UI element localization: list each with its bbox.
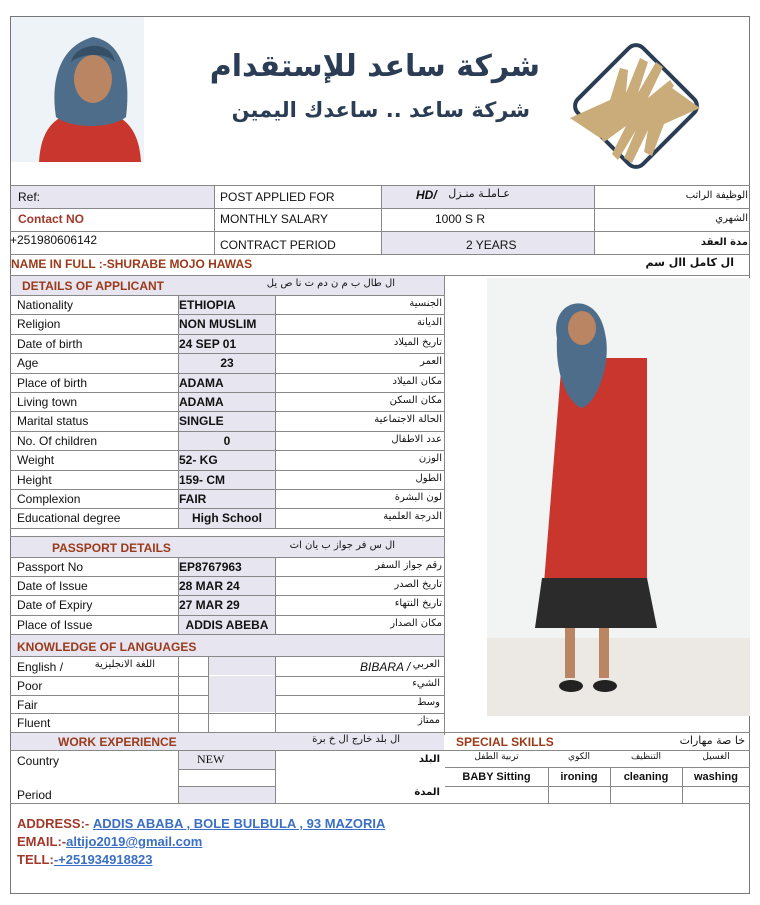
applicant-row-label: Living town [17, 395, 78, 409]
applicant-row-value: ETHIOPIA [179, 298, 236, 312]
english-label: English / [17, 660, 64, 674]
skills-section-title: SPECIAL SKILLS [456, 735, 554, 749]
full-name-label-ar: ال كامل اال سم [645, 256, 734, 269]
applicant-row-label: Place of birth [17, 375, 88, 390]
ref-label: Ref: [18, 190, 41, 204]
lang-cell-bg [209, 676, 275, 694]
applicant-row-label-ar: العمر [420, 356, 442, 368]
applicant-row-label-ar: الوزن [418, 453, 442, 465]
applicant-row-value: 159- CM [179, 472, 226, 487]
passport-row-label: Passport No [17, 560, 84, 574]
applicant-row-label-ar: مكان السكن [389, 395, 442, 406]
col-divider [610, 767, 611, 803]
lang-level-label-ar: وسط [417, 696, 440, 708]
skill-label-ar: الغسيل [702, 752, 730, 762]
period-label: Period [17, 788, 52, 802]
applicant-row-label: Nationality [17, 298, 74, 312]
applicant-row-value: 23 [220, 356, 234, 371]
post-applied-label: POST APPLIED FOR [220, 190, 335, 204]
applicant-row-value: ADAMA [179, 395, 224, 409]
skill-label: washing [693, 771, 738, 783]
tel-label: TELL: [17, 852, 54, 867]
passport-row-label-ar: رقم جواز السفر [375, 560, 442, 571]
col-divider [178, 295, 179, 528]
lang-level-label-ar: ممتاز [417, 715, 440, 726]
full-name: NAME IN FULL :-SHURABE MOJO HAWAS [11, 257, 253, 271]
work-section-title: WORK EXPERIENCE [58, 735, 177, 749]
applicant-row-label-ar: عدد الاطفال [391, 433, 442, 445]
applicant-row-label-ar: الجنسية [409, 298, 442, 309]
applicant-row-label-ar: لون البشرة [394, 492, 442, 503]
passport-row-label-ar: مكان الصدار [390, 617, 442, 629]
lang-level-label-ar: الشيء [412, 678, 440, 689]
email-line [17, 835, 202, 848]
english-label-ar: اللغة الانجليزية [94, 659, 155, 670]
passport-row-label: Place of Issue [17, 617, 93, 632]
skill-label-ar: الكوي [568, 752, 590, 762]
portrait-photo [11, 17, 144, 162]
applicant-row-label: Educational degree [17, 511, 121, 526]
arabic-label: BIBARA / [360, 660, 411, 674]
passport-row-value: EP8767963 [179, 560, 242, 574]
passport-row-label: Date of Issue [17, 579, 88, 594]
applicant-row-value: 24 SEP 01 [179, 336, 237, 351]
skill-label: cleaning [623, 771, 669, 783]
country-label-ar: البلد [418, 754, 440, 765]
country-label: Country [17, 754, 60, 768]
monthly-salary-label: MONTHLY SALARY [220, 212, 329, 226]
skill-label: ironing [560, 771, 598, 783]
contract-value: 2 YEARS [466, 238, 517, 252]
skill-label: BABY Sitting [462, 771, 531, 783]
applicant-row-label: Religion [17, 317, 61, 332]
col-divider [548, 767, 549, 803]
applicant-row-label-ar: الديانة [416, 317, 442, 329]
applicant-section-title: DETAILS OF APPLICANT [22, 279, 164, 293]
applicant-row-label: Weight [17, 453, 55, 468]
post-label-ar: الوظيفة الراتب [685, 190, 748, 201]
email-value[interactable]: altijo2019@gmail.com [66, 834, 203, 849]
address-line [17, 817, 385, 830]
post-value-ar: عـاملـة منـزل [448, 187, 510, 200]
salary-value: 1000 S R [435, 212, 486, 226]
applicant-row-value: ADAMA [179, 375, 224, 390]
lang-cell-bg [209, 694, 275, 712]
applicant-row-label: Marital status [17, 414, 89, 429]
applicant-row-value: NON MUSLIM [179, 317, 257, 332]
lang-level-label: Fluent [17, 716, 51, 730]
email-label: EMAIL:- [17, 834, 67, 849]
applicant-row-label-ar: الدرجة العلمية [383, 511, 442, 523]
row-divider [10, 528, 445, 529]
hands-logo-icon [560, 38, 710, 173]
applicant-section-title-ar: ال طال ب م ن دم ت نا ص يل [266, 278, 395, 289]
contact-label: Contact NO [18, 212, 84, 226]
languages-section-title: KNOWLEDGE OF LANGUAGES [17, 640, 197, 654]
country-value: NEW [197, 752, 225, 766]
col-divider [275, 557, 276, 634]
applicant-row-label-ar: تاريخ الميلاد [393, 336, 442, 348]
address-label: ADDRESS:- [17, 816, 90, 831]
applicant-row-label: Height [17, 472, 52, 487]
applicant-row-label-ar: الحالة الاجتماعية [374, 414, 442, 426]
lang-level-label: Fair [17, 697, 38, 712]
tel-line [17, 853, 153, 866]
applicant-row-label: No. Of children [17, 433, 98, 448]
salary-label-ar: الشهري [715, 213, 748, 224]
arabic-label-ar: العربي [412, 659, 440, 670]
applicant-row-label: Date of birth [17, 336, 83, 351]
passport-row-value: 27 MAR 29 [179, 598, 240, 613]
applicant-row-value: SINGLE [179, 414, 224, 429]
tel-value: -+251934918823 [53, 852, 153, 867]
applicant-row-value: High School [192, 511, 262, 526]
passport-row-value: ADDIS ABEBA [185, 617, 269, 632]
col-divider [275, 295, 276, 528]
applicant-row-value: 52- KG [179, 453, 218, 468]
passport-row-value: 28 MAR 24 [179, 579, 240, 594]
col-divider [682, 767, 683, 803]
passport-row-label: Date of Expiry [17, 598, 93, 613]
applicant-row-value: FAIR [179, 492, 207, 506]
col-divider [178, 557, 179, 634]
applicant-row-label-ar: الطول [415, 472, 442, 484]
period-label-ar: المدة [414, 787, 440, 798]
applicant-row-value: 0 [223, 433, 231, 448]
skill-label-ar: التنظيف [630, 752, 662, 762]
work-section-title-ar: ال بلد خارج ال خ برة [312, 734, 400, 745]
row-divider [10, 713, 445, 714]
passport-row-label-ar: تاريخ الصدر [394, 579, 442, 591]
lang-level-label: Poor [17, 679, 43, 693]
company-name-ar: شركة ساعد للإستقدام [209, 49, 540, 84]
applicant-row-label: Age [17, 356, 39, 371]
company-tagline-ar: شركة ساعد .. ساعدك اليمين [231, 98, 530, 122]
contact-value: +251980606142 [10, 233, 98, 247]
passport-section-title: PASSPORT DETAILS [52, 541, 171, 555]
passport-row-label-ar: تاريخ النتهاء [394, 598, 442, 610]
applicant-row-label-ar: مكان الميلاد [392, 375, 442, 387]
full-body-photo [487, 278, 750, 716]
skill-label-ar: تربية الطفل [474, 752, 519, 762]
passport-section-title-ar: ال س فر جواز ب يان ات [289, 540, 395, 551]
contract-label-ar: مدة العقد [700, 237, 748, 248]
skills-section-title-ar: خا صة مهارات [679, 734, 745, 747]
lang-cell-bg [209, 657, 275, 675]
post-value: HD/ [416, 188, 437, 202]
applicant-row-label: Complexion [17, 492, 81, 506]
address-value: ADDIS ABABA , BOLE BULBULA , 93 MAZORIA [92, 816, 386, 831]
contract-period-label: CONTRACT PERIOD [220, 238, 336, 252]
